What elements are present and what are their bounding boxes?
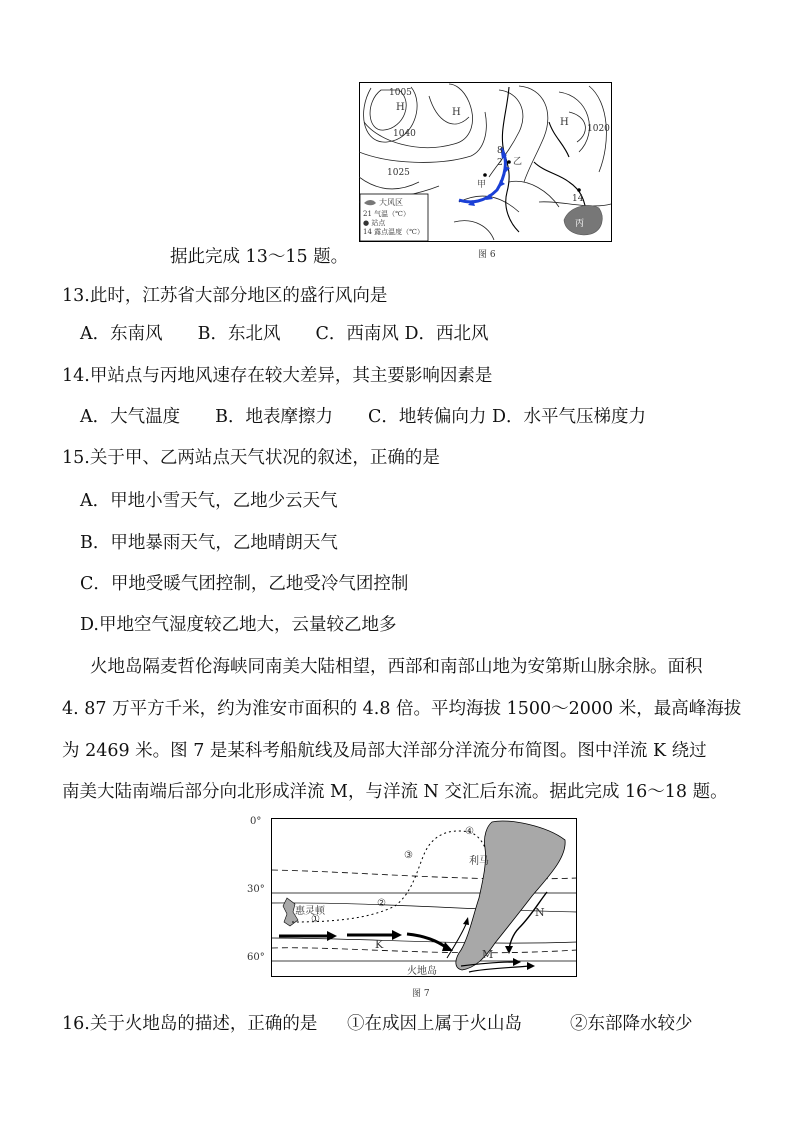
legend-line-3: 14 露点温度（℃） — [363, 228, 424, 236]
route-point-1: ① — [311, 914, 320, 925]
current-m-label: M — [482, 948, 494, 961]
question-15-option-d: D.甲地空气湿度较乙地大，云量较乙地多 — [80, 615, 397, 635]
high-pressure-label-1: H — [396, 102, 405, 113]
lat-label-0: 0° — [250, 816, 262, 827]
current-k-label: K — [375, 938, 384, 951]
question-15-option-c: C．甲地受暖气团控制，乙地受冷气团控制 — [80, 574, 409, 594]
passage-line-2: 4. 87 万平方千米，约为淮安市面积的 4.8 倍。平均海拔 1500～2000 米，最高峰海拔 — [62, 699, 742, 719]
question-15-option-a: A．甲地小雪天气，乙地少云天气 — [80, 491, 338, 511]
question-13-stem: 13.此时，江苏省大部分地区的盛行风向是 — [62, 286, 388, 306]
question-15-option-b: B．甲地暴雨天气，乙地晴朗天气 — [80, 533, 338, 553]
figure-6-caption: 图 6 — [478, 250, 496, 260]
station-yi-label: 乙 — [513, 157, 523, 167]
question-16-option-2: ②东部降水较少 — [570, 1014, 693, 1034]
question-16-stem: 16.关于火地岛的描述，正确的是 — [62, 1014, 318, 1034]
isobar-label-1020: 1020 — [587, 124, 610, 134]
lat-label-30: 30° — [247, 884, 265, 895]
route-point-3: ③ — [404, 850, 413, 861]
lat-label-60: 60° — [247, 952, 265, 963]
isobar-label-1005: 1005 — [389, 88, 412, 98]
question-14-stem: 14.甲站点与丙地风速存在较大差异，其主要影响因素是 — [62, 366, 493, 386]
legend-line-2: ● 站点 — [363, 219, 386, 227]
passage-line-3: 为 2469 米。图 7 是某科考船航线及局部大洋部分洋流分布简图。图中洋流 K 绕过 — [62, 741, 707, 761]
high-pressure-label-2: H — [452, 107, 461, 118]
question-14-options: A．大气温度 B．地表摩擦力 C．地转偏向力 D．水平气压梯度力 — [80, 407, 646, 427]
tierra-del-fuego-label: 火地岛 — [407, 966, 437, 977]
figure-6-weather-map — [359, 82, 612, 242]
question-13-options: A．东南风 B．东北风 C．西南风 D．西北风 — [80, 324, 489, 344]
ocean-map-svg — [247, 818, 577, 978]
route-point-2: ② — [377, 898, 386, 909]
current-n-label: N — [535, 906, 545, 919]
question-16-option-1: ①在成因上属于火山岛 — [347, 1014, 522, 1034]
station-jia-value-top: 8 — [497, 146, 503, 156]
question-15-stem: 15.关于甲、乙两站点天气状况的叙述，正确的是 — [62, 448, 440, 468]
station-bing-label: 丙 — [575, 219, 585, 229]
passage-line-1: 火地岛隔麦哲伦海峡同南美大陆相望，西部和南部山地为安第斯山脉余脉。面积 — [90, 657, 703, 677]
station-yi-dot — [507, 160, 511, 164]
station-jia-value-bottom: 2 — [497, 158, 503, 168]
lima-label: 利马 — [469, 856, 489, 867]
station-bing-dot — [577, 188, 581, 192]
station-yi-dewpoint: 14 — [572, 194, 584, 204]
station-jia-label: 甲 — [477, 180, 487, 190]
high-pressure-label-3: H — [560, 117, 569, 128]
legend-line-1: 21 气温（℃） — [363, 210, 410, 218]
figure-7-caption: 图 7 — [412, 989, 430, 999]
passage-line-4: 南美大陆南端后部分向北形成洋流 M，与洋流 N 交汇后东流。据此完成 16～18 题。 — [62, 782, 728, 802]
wellington-label: 惠灵顿 — [295, 906, 325, 917]
route-point-4: ④ — [465, 826, 474, 837]
figure-7-ocean-map — [247, 818, 577, 978]
isobar-label-1040: 1040 — [393, 129, 416, 139]
isobar-label-1025: 1025 — [387, 168, 410, 178]
legend-gale-label: 大风区 — [379, 198, 403, 207]
lead-in-13-15: 据此完成 13～15 题。 — [170, 247, 349, 267]
